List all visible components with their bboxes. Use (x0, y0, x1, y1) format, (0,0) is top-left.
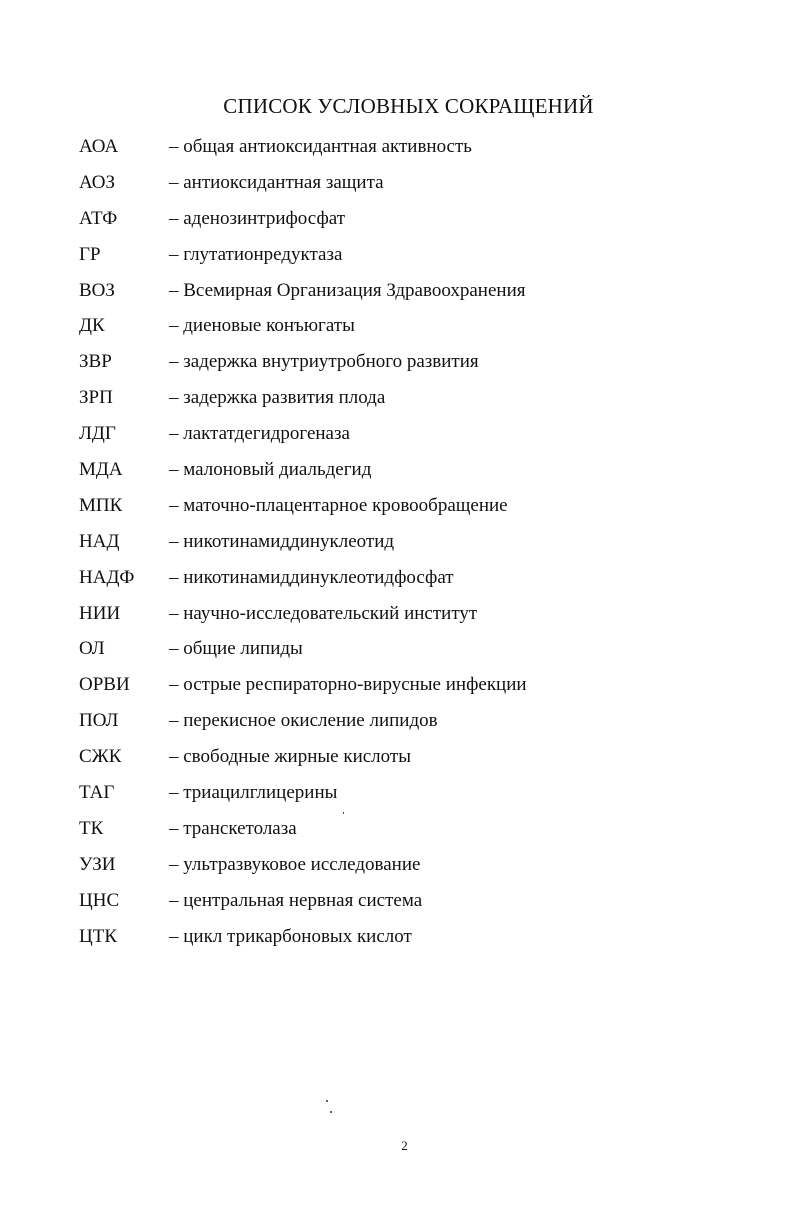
list-item (0, 277, 797, 313)
abbreviation: НАД (79, 530, 120, 552)
list-item (0, 635, 797, 671)
abbreviation: МДА (79, 459, 123, 481)
definition: – никотинамиддинуклеотидфосфат (169, 566, 454, 588)
definition: – лактатдегидрогеназа (169, 423, 350, 445)
abbreviation: ОРВИ (79, 674, 130, 696)
abbreviation: ТК (79, 817, 104, 839)
list-item (0, 205, 797, 241)
abbreviation: ЦНС (79, 889, 120, 911)
list-item (0, 851, 797, 887)
abbreviation: НИИ (79, 602, 121, 624)
list-item (0, 600, 797, 636)
abbreviation: ВОЗ (79, 279, 115, 301)
list-item (0, 743, 797, 779)
definition: – свободные жирные кислоты (169, 746, 411, 768)
definition: – глутатионредуктаза (169, 243, 343, 265)
abbreviation-list (0, 133, 797, 958)
list-item (0, 492, 797, 528)
definition: – перекисное окисление липидов (169, 710, 438, 732)
list-item (0, 384, 797, 420)
page-title: СПИСОК УСЛОВНЫХ СОКРАЩЕНИЙ (223, 94, 594, 118)
list-item (0, 312, 797, 348)
abbreviation: УЗИ (79, 853, 116, 875)
list-item (0, 671, 797, 707)
scan-speck (326, 1100, 328, 1102)
abbreviation: СЖК (79, 746, 122, 768)
abbreviation: ДК (79, 315, 105, 337)
abbreviation: ОЛ (79, 638, 105, 660)
definition: – малоновый диальдегид (169, 459, 372, 481)
definition: – маточно-плацентарное кровообращение (169, 494, 508, 516)
definition: – Всемирная Организация Здравоохранения (169, 279, 526, 301)
page-number: 2 (401, 1138, 408, 1153)
abbreviation: НАДФ (79, 566, 135, 588)
list-item (0, 779, 797, 815)
abbreviation: ЦТК (79, 925, 117, 947)
list-item (0, 420, 797, 456)
abbreviation: ЛДГ (79, 423, 116, 445)
abbreviation: АОЗ (79, 171, 116, 193)
definition: – никотинамиддинуклеотид (169, 530, 395, 552)
list-item (0, 707, 797, 743)
abbreviation: ЗРП (79, 387, 113, 409)
list-item (0, 923, 797, 959)
definition: – общая антиоксидантная активность (169, 136, 472, 157)
list-item (0, 133, 797, 169)
abbreviation: ЗВР (79, 351, 112, 373)
abbreviation: АОА (79, 136, 119, 157)
abbreviation: ГР (79, 243, 101, 265)
definition: – ультразвуковое исследование (169, 853, 421, 875)
definition: – аденозинтрифосфат (169, 207, 346, 229)
list-item (0, 169, 797, 205)
definition: – диеновые конъюгаты (169, 315, 355, 337)
definition: – задержка развития плода (169, 387, 386, 409)
definition: – цикл трикарбоновых кислот (169, 925, 412, 947)
definition: – центральная нервная система (169, 889, 423, 911)
definition: – триацилглицерины (169, 782, 338, 804)
abbreviation: АТФ (79, 207, 118, 229)
definition: – научно-исследовательский институт (169, 602, 478, 624)
list-item (0, 456, 797, 492)
list-item (0, 528, 797, 564)
definition: – антиоксидантная защита (169, 171, 384, 193)
list-item (0, 564, 797, 600)
scan-speck (343, 812, 344, 814)
scan-speck (330, 1111, 332, 1113)
definition: – задержка внутриутробного развития (169, 351, 479, 373)
list-item (0, 348, 797, 384)
abbreviation: МПК (79, 494, 123, 516)
abbreviation: ПОЛ (79, 710, 119, 732)
list-item (0, 815, 797, 851)
list-item (0, 887, 797, 923)
definition: – транскетолаза (169, 817, 297, 839)
abbreviation: ТАГ (79, 782, 115, 804)
definition: – острые респираторно-вирусные инфекции (169, 674, 527, 696)
definition: – общие липиды (169, 638, 303, 660)
list-item (0, 241, 797, 277)
